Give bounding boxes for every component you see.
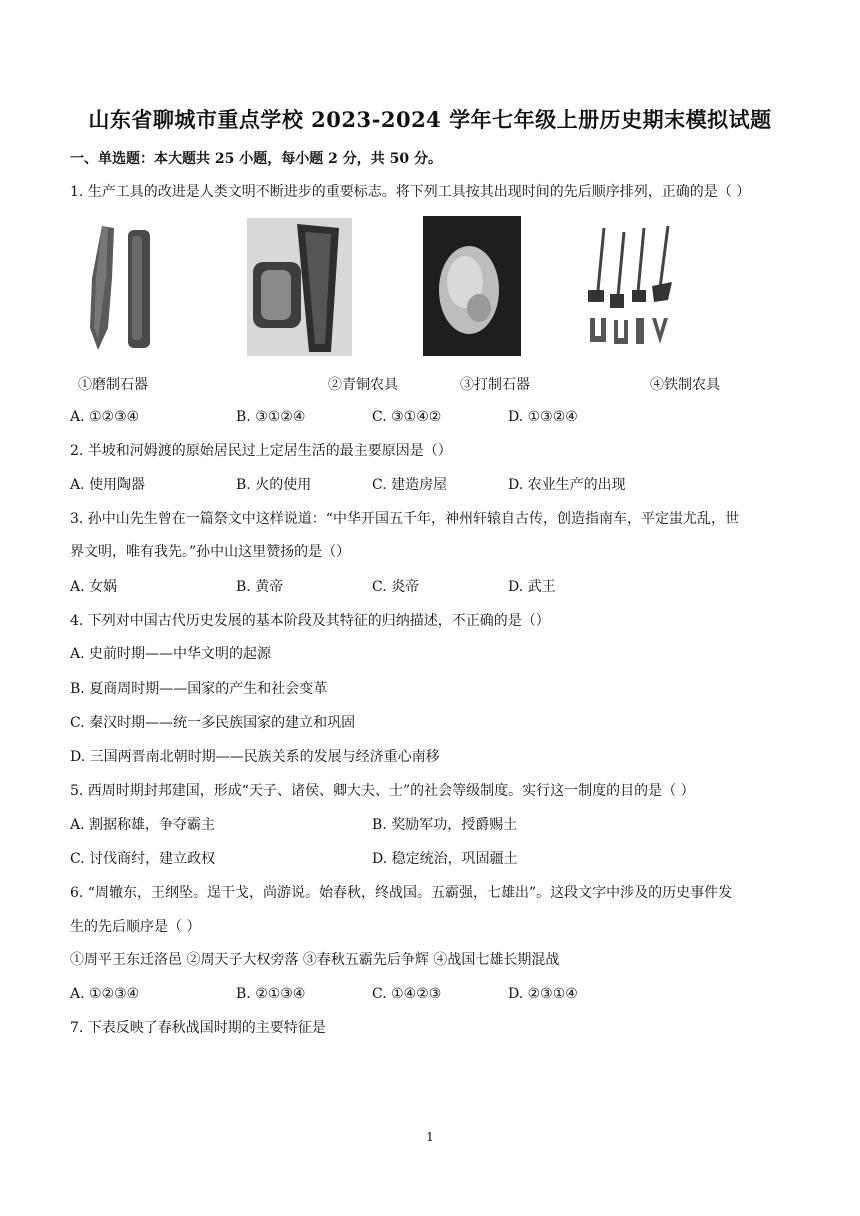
caption-chipped-stone: ③打制石器 xyxy=(460,377,530,393)
q4-option-a[interactable]: A. 史前时期——中华文明的起源 xyxy=(70,646,272,662)
caption-iron-tools: ④铁制农具 xyxy=(650,377,720,393)
q4-option-d[interactable]: D. 三国两晋南北朝时期——民族关系的发展与经济重心南移 xyxy=(70,749,440,765)
q3-option-d[interactable]: D. 武王 xyxy=(508,579,556,595)
q6-option-c[interactable]: C. ①④②③ xyxy=(372,986,442,1002)
question-6-stem-line1: 6. “周辙东，王纲坠。逞干戈，尚游说。始春秋，终战国。五霸强，七雄出”。这段文字中涉及的历史事件发 xyxy=(70,885,733,901)
question-3-stem-line2: 界文明，唯有我先。”孙中山这里赞扬的是（） xyxy=(70,544,351,560)
question-1-stem: 1. 生产工具的改进是人类文明不断进步的重要标志。将下列工具按其出现时间的先后顺序排列，正确的是（ ） xyxy=(70,184,751,200)
q6-option-d[interactable]: D. ②③①④ xyxy=(508,986,578,1002)
q2-option-c[interactable]: C. 建造房屋 xyxy=(372,477,448,493)
exam-title: 山东省聊城市重点学校 2023-2024 学年七年级上册历史期末模拟试题 xyxy=(88,107,772,132)
polished-stone-tools-image xyxy=(68,218,170,356)
page-number: 1 xyxy=(426,1130,434,1144)
q2-option-b[interactable]: B. 火的使用 xyxy=(236,477,312,493)
section-heading: 一、单选题：本大题共 25 小题，每小题 2 分，共 50 分。 xyxy=(70,151,442,167)
q4-option-b[interactable]: B. 夏商周时期——国家的产生和社会变革 xyxy=(70,681,328,697)
bronze-farm-tool-image xyxy=(247,218,352,356)
question-3-stem-line1: 3. 孙中山先生曾在一篇祭文中这样说道：“中华开国五千年，神州轩辕自古传，创造指南车，平定蚩尤乱，世 xyxy=(70,511,739,527)
q4-option-c[interactable]: C. 秦汉时期——统一多民族国家的建立和巩固 xyxy=(70,715,356,731)
q1-option-a[interactable]: A. ①②③④ xyxy=(70,409,140,425)
question-2-stem: 2. 半坡和河姆渡的原始居民过上定居生活的最主要原因是（） xyxy=(70,443,452,459)
q6-option-b[interactable]: B. ②①③④ xyxy=(236,986,306,1002)
q1-option-d[interactable]: D. ①③②④ xyxy=(508,409,578,425)
q3-option-b[interactable]: B. 黄帝 xyxy=(236,579,284,595)
q1-option-c[interactable]: C. ③①④② xyxy=(372,409,442,425)
q3-option-c[interactable]: C. 炎帝 xyxy=(372,579,420,595)
caption-polished-stone: ①磨制石器 xyxy=(78,377,148,393)
q5-option-c[interactable]: C. 讨伐商纣，建立政权 xyxy=(70,851,216,867)
q5-option-b[interactable]: B. 奖励军功，授爵赐土 xyxy=(372,817,518,833)
q2-option-d[interactable]: D. 农业生产的出现 xyxy=(508,477,626,493)
question-6-items: ①周平王东迁洛邑 ②周天子大权旁落 ③春秋五霸先后争辉 ④战国七雄长期混战 xyxy=(70,952,560,968)
question-4-stem: 4. 下列对中国古代历史发展的基本阶段及其特征的归纳描述，不正确的是（） xyxy=(70,613,550,629)
q2-option-a[interactable]: A. 使用陶器 xyxy=(70,477,146,493)
question-6-stem-line2: 生的先后顺序是（ ） xyxy=(70,919,201,935)
iron-farm-tools-image xyxy=(580,218,684,356)
q3-option-a[interactable]: A. 女娲 xyxy=(70,579,118,595)
q5-option-a[interactable]: A. 割据称雄，争夺霸主 xyxy=(70,817,216,833)
q6-option-a[interactable]: A. ①②③④ xyxy=(70,986,140,1002)
question-7-stem: 7. 下表反映了春秋战国时期的主要特征是 xyxy=(70,1020,326,1036)
chipped-stone-tool-image xyxy=(423,216,521,356)
question-5-stem: 5. 西周时期封邦建国，形成“天子、诸侯、卿大夫、士”的社会等级制度。实行这一制度的目的是（ ） xyxy=(70,783,695,799)
q5-option-d[interactable]: D. 稳定统治，巩固疆土 xyxy=(372,851,518,867)
caption-bronze-tools: ②青铜农具 xyxy=(328,377,398,393)
q1-option-b[interactable]: B. ③①②④ xyxy=(236,409,306,425)
